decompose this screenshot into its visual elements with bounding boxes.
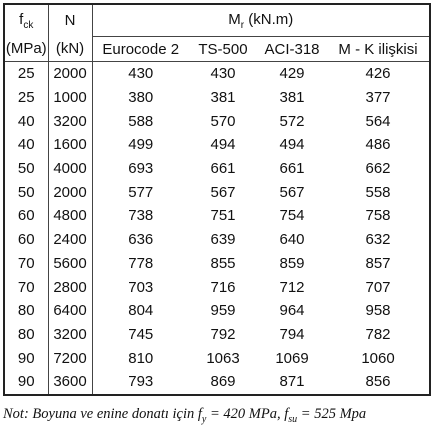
table-cell: 3200 [48, 323, 92, 347]
table-cell: 25 [4, 62, 48, 86]
table-cell: 40 [4, 109, 48, 133]
fck-unit: (MPa) [4, 37, 48, 62]
table-cell: 758 [365, 207, 391, 225]
table-cell: 869 [210, 373, 236, 391]
table-cell: 639 [210, 231, 236, 249]
method-mk: M - K ilişkisi [327, 37, 430, 62]
table-row [4, 275, 430, 299]
moment-capacity-table [3, 3, 431, 396]
table-cell: 567 [279, 183, 305, 201]
table-cell: 959 [210, 302, 236, 320]
table-cell: 577 [128, 183, 154, 201]
table-row [4, 299, 430, 323]
table-cell: 494 [210, 136, 236, 154]
table-cell: 80 [4, 299, 48, 323]
table-cell: 381 [210, 89, 236, 107]
table-cell: 640 [279, 231, 305, 249]
table-cell: 632 [365, 231, 391, 249]
table-cell: 693 [128, 160, 154, 178]
n-unit: (kN) [48, 37, 92, 62]
mr-header: $M_r$ (kN.m) [92, 4, 430, 37]
table-cell: 70 [4, 275, 48, 299]
table-cell: 1063 [206, 349, 240, 367]
table-cell: 712 [279, 278, 305, 296]
table-cell: 50 [4, 180, 48, 204]
table-cell: 70 [4, 252, 48, 276]
table-cell: 716 [210, 278, 236, 296]
method-ts500: TS-500 [189, 37, 257, 62]
table-cell: 1060 [361, 349, 395, 367]
table-row [4, 228, 430, 252]
table-cell: 570 [210, 112, 236, 130]
table-row [4, 157, 430, 181]
table-cell: 855 [210, 254, 236, 272]
table-cell: 738 [128, 207, 154, 225]
table-cell: 588 [128, 112, 154, 130]
table-cell: 3600 [48, 370, 92, 395]
table-cell: 60 [4, 228, 48, 252]
table-cell: 2400 [48, 228, 92, 252]
table-cell: 1000 [48, 86, 92, 110]
table-cell: 810 [128, 349, 154, 367]
table-cell: 1600 [48, 133, 92, 157]
method-eurocode: Eurocode 2 [92, 37, 189, 62]
table-cell: 707 [365, 278, 391, 296]
table-cell: 60 [4, 204, 48, 228]
table-cell: 5600 [48, 252, 92, 276]
table-cell: 859 [279, 254, 305, 272]
table-cell: 856 [365, 373, 391, 391]
header-row-1 [4, 4, 430, 37]
table-cell: 792 [210, 325, 236, 343]
table-cell: 661 [210, 160, 236, 178]
table-cell: 90 [4, 370, 48, 395]
table-cell: 25 [4, 86, 48, 110]
table-row [4, 323, 430, 347]
table-cell: 572 [279, 112, 305, 130]
table-cell: 745 [128, 325, 154, 343]
table-cell: 4000 [48, 157, 92, 181]
table-cell: 661 [279, 160, 305, 178]
table-cell: 380 [128, 89, 154, 107]
table-row [4, 109, 430, 133]
header-row-2 [4, 37, 430, 62]
table-cell: 964 [279, 302, 305, 320]
table-row [4, 133, 430, 157]
n-header: N [48, 4, 92, 37]
table-cell: 754 [279, 207, 305, 225]
table-cell: 2000 [48, 62, 92, 86]
table-cell: 558 [365, 183, 391, 201]
fck-header: $f_{ck}$ [4, 4, 48, 37]
table-cell: 6400 [48, 299, 92, 323]
table-cell: 564 [365, 112, 391, 130]
table-cell: 50 [4, 157, 48, 181]
table-cell: 871 [279, 373, 305, 391]
table-cell: 567 [210, 183, 236, 201]
table-cell: 494 [279, 136, 305, 154]
table-cell: 499 [128, 136, 154, 154]
method-aci318: ACI-318 [257, 37, 327, 62]
table-body [4, 62, 430, 395]
table-cell: 40 [4, 133, 48, 157]
table-cell: 2800 [48, 275, 92, 299]
table-cell: 90 [4, 346, 48, 370]
table-cell: 429 [279, 65, 305, 83]
table-cell: 662 [365, 160, 391, 178]
table-cell: 1069 [275, 349, 309, 367]
table-row [4, 180, 430, 204]
table-cell: 381 [279, 89, 305, 107]
table-cell: 4800 [48, 204, 92, 228]
table-cell: 2000 [48, 180, 92, 204]
table-cell: 3200 [48, 109, 92, 133]
table-cell: 751 [210, 207, 236, 225]
table-row [4, 86, 430, 110]
footnote: Not: Boyuna ve enine donatı için $f_y = 420$ MPa, $f_{su} = 525$ Mpa [3, 406, 367, 425]
table-cell: 703 [128, 278, 154, 296]
table-cell: 486 [365, 136, 391, 154]
table-row [4, 346, 430, 370]
table-cell: 793 [128, 373, 154, 391]
table-cell: 636 [128, 231, 154, 249]
table-cell: 804 [128, 302, 154, 320]
table-cell: 80 [4, 323, 48, 347]
table-cell: 958 [365, 302, 391, 320]
table-cell: 782 [365, 325, 391, 343]
table-row [4, 204, 430, 228]
results-table-wrapper [3, 3, 429, 396]
table-cell: 426 [365, 65, 391, 83]
table-cell: 857 [365, 254, 391, 272]
table-cell: 430 [128, 65, 154, 83]
table-row [4, 252, 430, 276]
table-cell: 7200 [48, 346, 92, 370]
table-cell: 377 [365, 89, 391, 107]
table-row [4, 62, 430, 86]
table-cell: 794 [279, 325, 305, 343]
table-row [4, 370, 430, 395]
table-cell: 778 [128, 254, 154, 272]
table-cell: 430 [210, 65, 236, 83]
